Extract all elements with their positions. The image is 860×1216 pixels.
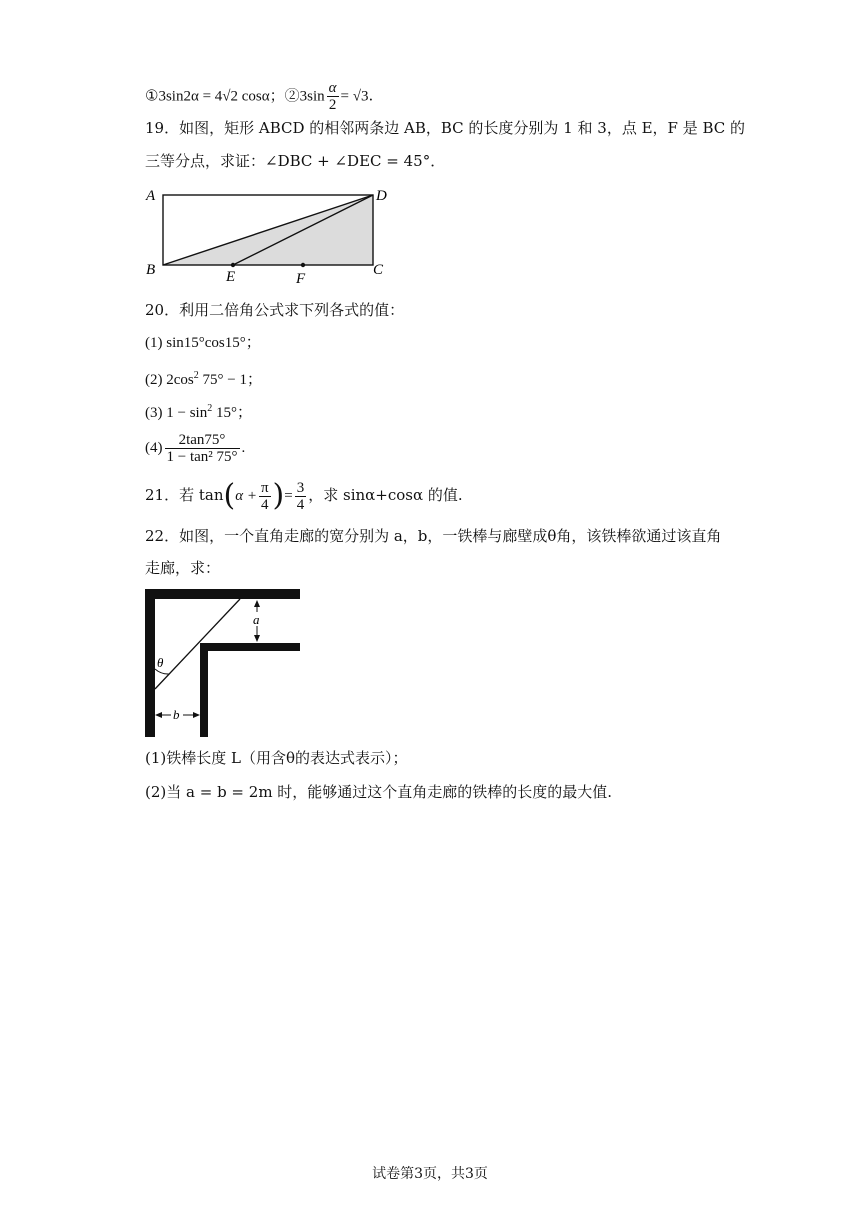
q20-part-4-denominator: 1 − tan² 75°	[166, 449, 238, 466]
q20-part-4-fraction	[165, 432, 240, 465]
q21-pi-numerator: π	[260, 479, 269, 496]
q20-part-3-suffix: 15°；	[212, 405, 252, 421]
q21-equals: =	[284, 488, 293, 504]
outer-wall-top	[145, 589, 300, 599]
q20-part-3	[145, 399, 252, 423]
q19-rectangle-figure	[140, 182, 400, 286]
option-2-numerator: α	[328, 80, 337, 96]
q21-right-paren: )	[272, 478, 285, 513]
option-end: .	[368, 86, 374, 105]
option-2-prefix: 3sin	[299, 88, 325, 105]
point-e-dot	[231, 263, 235, 267]
inner-wall-left	[200, 643, 208, 737]
q21-inner: α +	[235, 488, 257, 504]
q22-part-2: (2)当 a = b = 2m 时，能够通过这个直角走廊的铁棒的长度的最大值.	[145, 783, 613, 801]
option-2-suffix: = √3	[340, 88, 369, 105]
q20-part-4-suffix: .	[241, 440, 246, 456]
q20-part-2-suffix: 75° − 1；	[198, 372, 262, 388]
q21-value-numerator: 3	[296, 479, 305, 496]
outer-wall-left	[145, 589, 155, 737]
option-2-fraction	[327, 80, 339, 113]
q20-title: 20．利用二倍角公式求下列各式的值：	[145, 301, 405, 319]
q20-part-2	[145, 366, 262, 390]
option-1-label: ①	[145, 86, 159, 105]
option-2-label: ②	[284, 86, 300, 105]
label-e: E	[226, 269, 236, 285]
a-arrowhead-down	[254, 635, 260, 642]
q20-part-1: (1) sin15°cos15°；	[145, 335, 261, 351]
q18-options-line	[145, 80, 373, 113]
b-arrowhead-right	[193, 712, 200, 718]
q21-value-denominator: 4	[296, 496, 305, 513]
q20-part-4	[145, 431, 245, 465]
q21-left-paren: (	[223, 478, 236, 513]
label-a: A	[146, 188, 156, 204]
option-2-denominator: 2	[328, 97, 337, 113]
q19-text-line-1: 19．如图，矩形 ABCD 的相邻两条边 AB，BC 的长度分别为 1 和 3，点 E，F 是 BC 的	[145, 119, 746, 137]
point-f-dot	[301, 263, 305, 267]
label-b: B	[146, 262, 156, 278]
q20-part-4-prefix: (4)	[145, 440, 163, 456]
q21-line	[145, 475, 463, 516]
q22-text-line-1: 22．如图，一个直角走廊的宽分别为 a，b，一铁棒与廊壁成θ角，该铁棒欲通过该直角	[145, 527, 722, 545]
a-arrowhead-up	[254, 600, 260, 607]
option-1-expr: 3sin2α = 4√2 cosα	[158, 88, 270, 105]
q20-part-3-exponent: 2	[207, 403, 213, 414]
q21-pi-fraction	[259, 480, 271, 513]
q21-suffix: ，求 sinα+cosα 的值.	[308, 486, 463, 504]
b-arrowhead-left	[155, 712, 162, 718]
q21-pi-denominator: 4	[261, 496, 269, 513]
b-label: b	[173, 707, 180, 722]
page-footer: 试卷第3页，共3页	[372, 1166, 488, 1182]
q21-value-fraction	[295, 480, 307, 513]
q19-text-line-2: 三等分点，求证：∠DBC + ∠DEC = 45°．	[145, 152, 446, 170]
q22-text-line-2: 走廊，求：	[145, 559, 221, 577]
q20-part-2-exponent: 2	[193, 370, 199, 381]
theta-label: θ	[157, 655, 164, 670]
label-f: F	[296, 271, 306, 286]
q20-part-2-prefix: (2) 2cos	[145, 372, 194, 388]
q22-part-1: (1)铁棒长度 L（用含θ的表达式表示）；	[145, 749, 408, 767]
option-separator: ；	[269, 86, 285, 105]
q20-part-4-numerator: 2tan75°	[165, 432, 240, 449]
q20-part-3-prefix: (3) 1 − sin	[145, 405, 208, 421]
q22-corridor-figure	[140, 585, 305, 740]
q21-prefix: 21．若 tan	[145, 486, 224, 504]
label-c: C	[373, 262, 384, 278]
inner-wall-top	[200, 643, 300, 651]
label-d: D	[376, 188, 387, 204]
a-label: a	[253, 612, 260, 627]
